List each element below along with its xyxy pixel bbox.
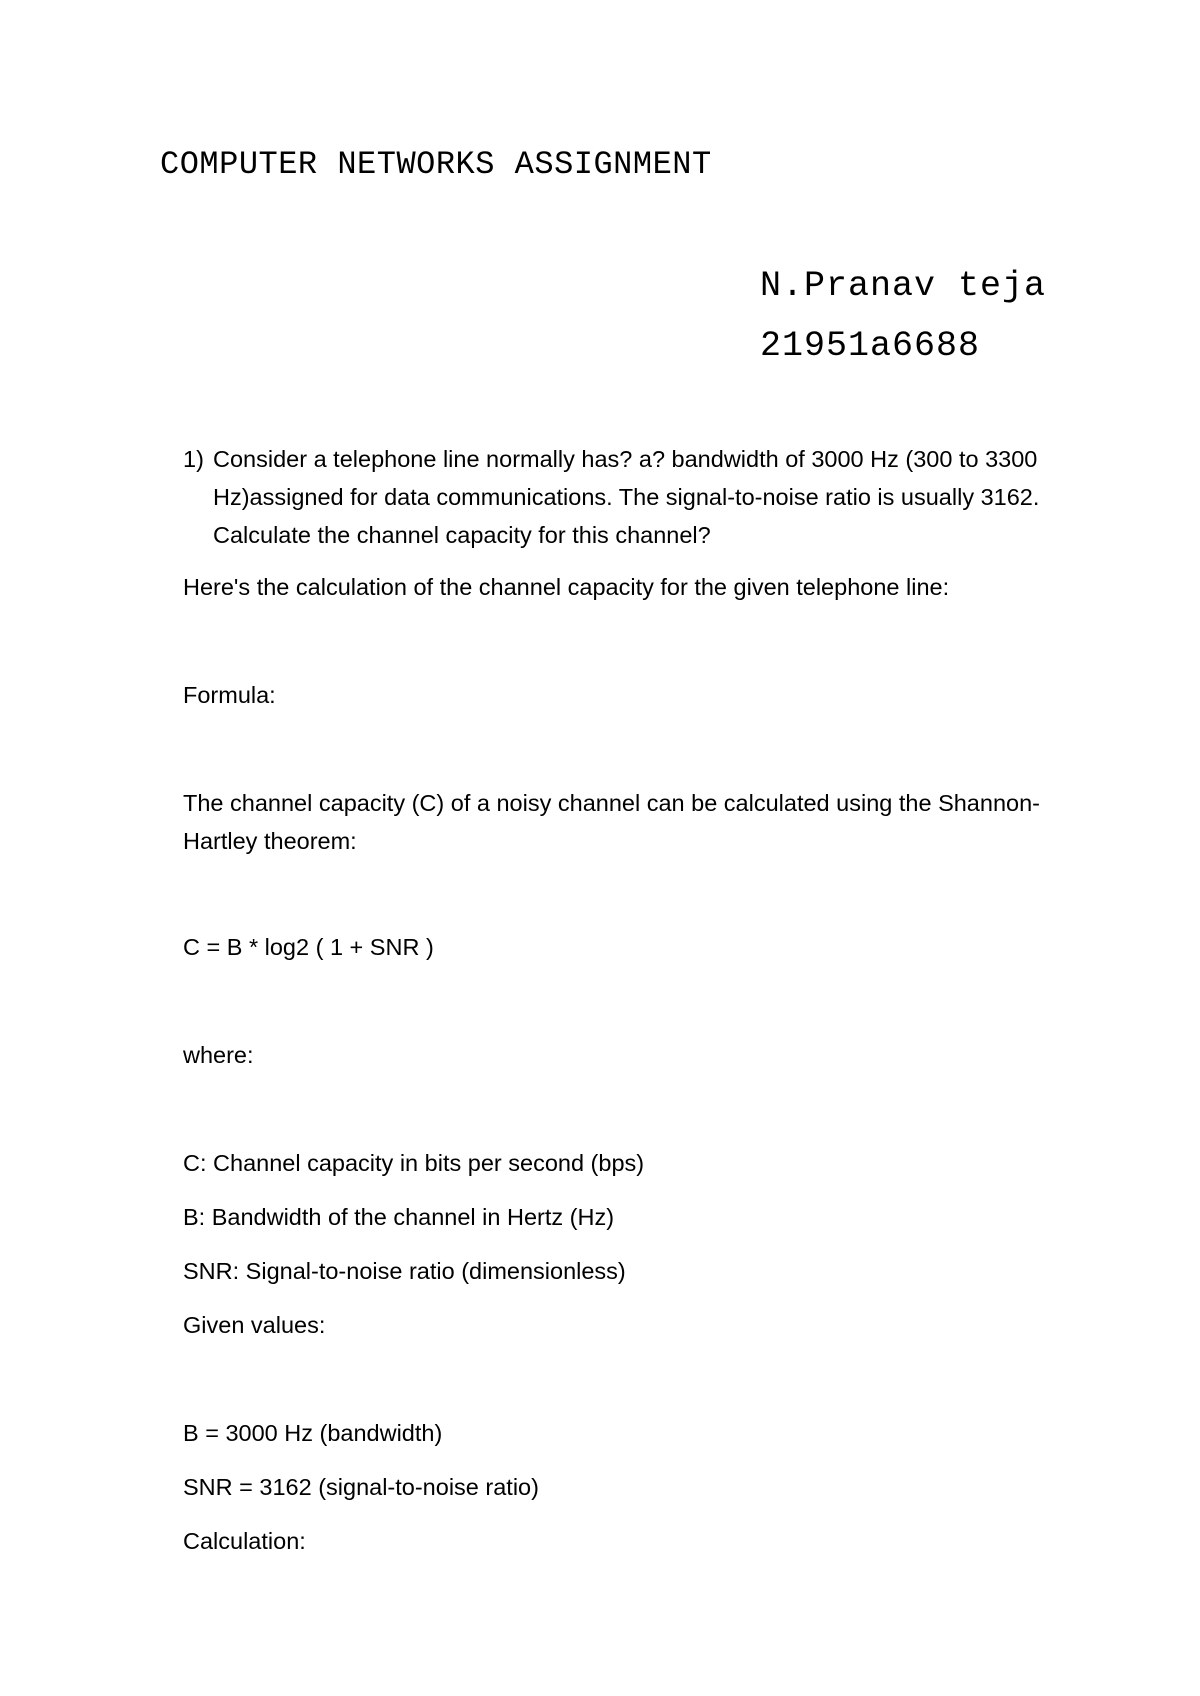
question-number: 1) xyxy=(183,446,204,472)
given-value-item: B = 3000 Hz (bandwidth) xyxy=(183,1420,443,1446)
question-paragraph xyxy=(183,440,1063,554)
question-text: Consider a telephone line normally has? a? bandwidth of 3000 Hz (300 to 3300 Hz)assigned for data communications. The signal-to-noise ratio is usually 3162. Calculate the channel capacity for this channel? xyxy=(213,446,1040,548)
given-label: Given values: xyxy=(183,1312,326,1338)
definition-item: C: Channel capacity in bits per second (bps) xyxy=(183,1150,645,1176)
theorem-paragraph: The channel capacity (C) of a noisy channel can be calculated using the Shannon-Hartley theorem: xyxy=(183,790,1040,854)
formula-line: C = B * log2 ( 1 + SNR ) xyxy=(183,934,434,960)
author-name: N.Pranav teja xyxy=(760,266,1047,306)
given-value-item: SNR = 3162 (signal-to-noise ratio) xyxy=(183,1474,539,1500)
definition-item: B: Bandwidth of the channel in Hertz (Hz) xyxy=(183,1204,615,1230)
where-label: where: xyxy=(183,1042,254,1068)
intro-paragraph: Here's the calculation of the channel capacity for the given telephone line: xyxy=(183,574,950,600)
author-id: 21951a6688 xyxy=(760,326,981,366)
document-title: COMPUTER NETWORKS ASSIGNMENT xyxy=(160,146,712,183)
formula-heading: Formula: xyxy=(183,682,276,708)
calculation-label: Calculation: xyxy=(183,1528,306,1554)
definition-item: SNR: Signal-to-noise ratio (dimensionless) xyxy=(183,1258,626,1284)
